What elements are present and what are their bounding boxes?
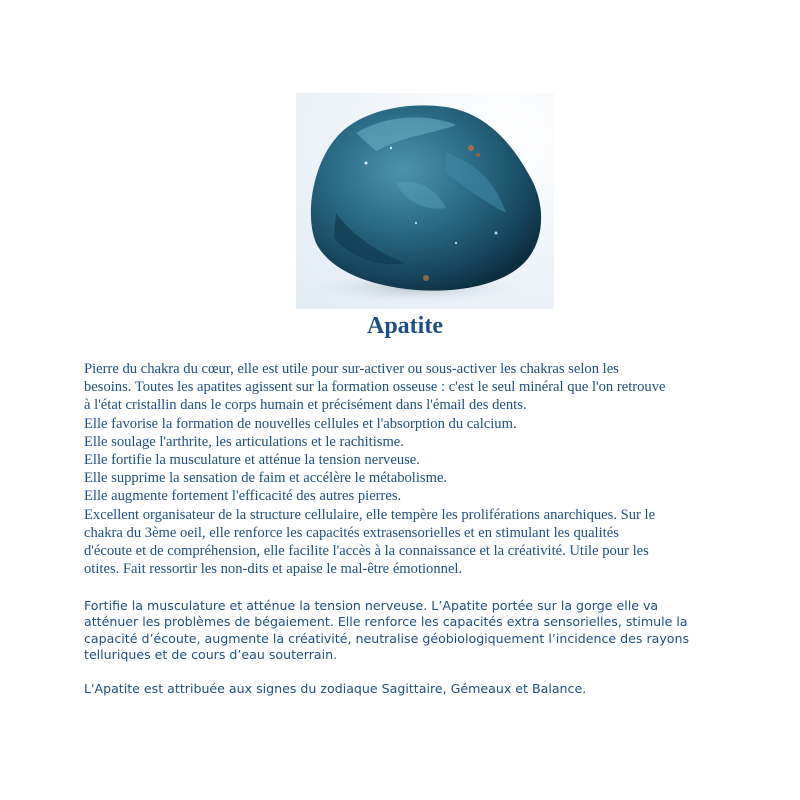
text-line: besoins. Toutes les apatites agissent sur la formation osseuse : c'est le seul minéral que l'on retrouve <box>84 379 666 396</box>
text-line: d'écoute et de compréhension, elle facilite l'accès à la connaissance et la créativité. Utile pour les <box>84 543 649 560</box>
text-line: chakra du 3ème oeil, elle renforce les capacités extrasensorielles et en stimulant les qualités <box>84 524 619 541</box>
page-title: Apatite <box>367 313 443 339</box>
text-line: Fortifie la musculature et atténue la tension nerveuse. L’Apatite portée sur la gorge elle va <box>84 598 659 613</box>
text-line: Elle favorise la formation de nouvelles cellules et l'absorption du calcium. <box>84 415 517 432</box>
text-line: capacité d’écoute, augmente la créativité, neutralise géobiologiquement l’incidence des rayons <box>84 630 690 646</box>
description-paragraph <box>84 360 734 578</box>
text-line: telluriques et de cours d’eau souterrain. <box>84 647 338 663</box>
text-line: Elle fortifie la musculature et atténue la tension nerveuse. <box>84 452 420 469</box>
text-line: Excellent organisateur de la structure cellulaire, elle tempère les proliférations anarchiques. Sur le <box>84 506 656 523</box>
apatite-stone-illustration <box>296 93 554 309</box>
benefits-paragraph <box>84 598 734 664</box>
text-line: à l'état cristallin dans le corps humain et précisément dans l'émail des dents. <box>84 397 527 414</box>
text-line: Pierre du chakra du cœur, elle est utile pour sur-activer ou sous-activer les chakras selon les <box>84 361 619 377</box>
text-line: otites. Fait ressortir les non-dits et apaise le mal-être émotionnel. <box>84 561 463 578</box>
text-line: Elle augmente fortement l'efficacité des autres pierres. <box>84 488 402 505</box>
apatite-stone-photo <box>296 93 554 309</box>
text-line: atténuer les problèmes de bégaiement. Elle renforce les capacités extra sensorielles, stimule la <box>84 614 688 630</box>
text-line: Elle soulage l'arthrite, les articulations et le rachitisme. <box>84 433 404 450</box>
zodiac-signs-text: L'Apatite est attribuée aux signes du zodiaque Sagittaire, Gémeaux et Balance. <box>84 681 587 696</box>
text-line: Elle supprime la sensation de faim et accélère le métabolisme. <box>84 470 448 487</box>
